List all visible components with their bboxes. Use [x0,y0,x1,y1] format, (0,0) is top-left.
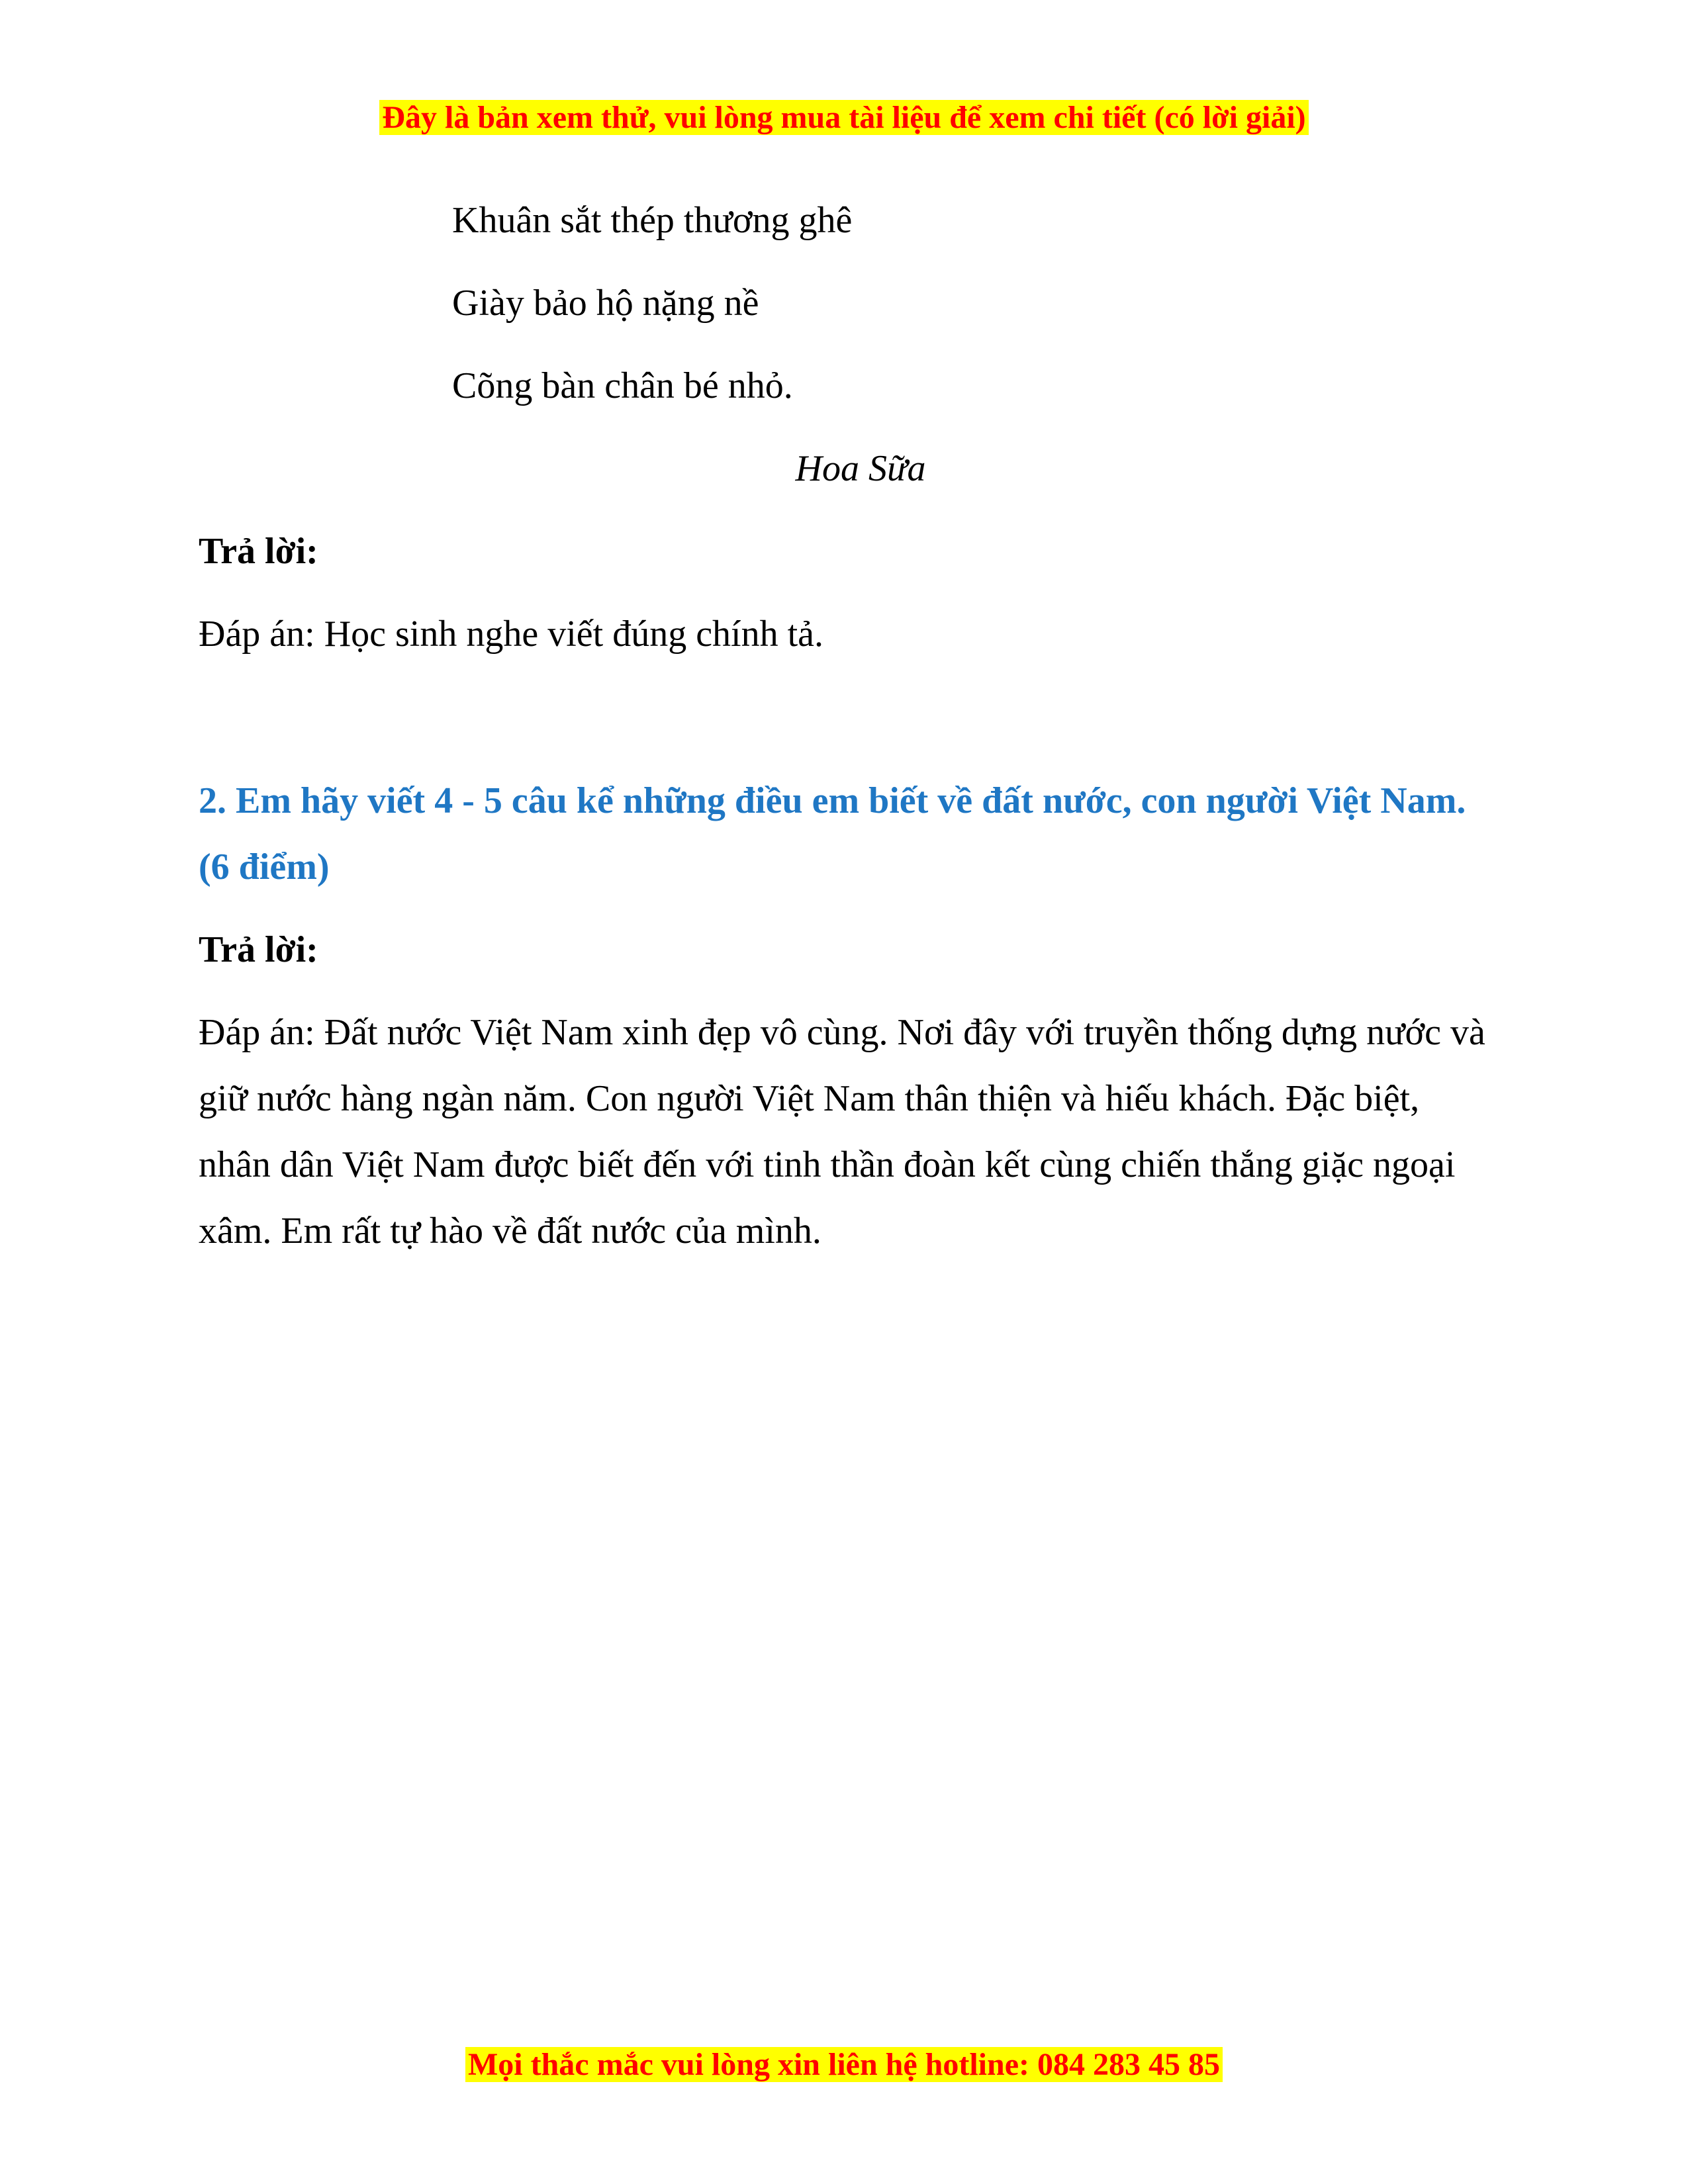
question-2-heading: 2. Em hãy viết 4 - 5 câu kể những điều em biết về đất nước, con người Việt Nam. (6 điểm) [199,780,1466,887]
hotline-banner [0,2045,1688,2085]
preview-notice-banner [0,98,1688,138]
poem-author: Hoa Sữa [795,448,926,489]
preview-notice-text: Đây là bản xem thử, vui lòng mua tài liệu để xem chi tiết (có lời giải) [379,100,1308,135]
poem-line-2: Giày bảo hộ nặng nề [452,283,759,324]
poem-line-1: Khuân sắt thép thương ghê [452,200,853,241]
answer-2-label: Trả lời: [199,929,318,970]
answer-1-label: Trả lời: [199,531,318,572]
poem-line-3: Cõng bàn chân bé nhỏ. [452,365,793,406]
answer-2-text: Đáp án: Đất nước Việt Nam xinh đẹp vô cùng. Nơi đây với truyền thống dựng nước và giữ nước hàng ngàn năm. Con người Việt Nam thân thiện và hiếu khách. Đặc biệt, nhân dân Việt Nam được biết đến với tinh thần đoàn kết cùng chiến thắng giặc ngoại xâm. Em rất tự hào về đất nước của mình. [199,1012,1485,1251]
answer-1-text: Đáp án: Học sinh nghe viết đúng chính tả. [199,614,824,655]
hotline-text: Mọi thắc mắc vui lòng xin liên hệ hotline: 084 283 45 85 [465,2047,1223,2082]
